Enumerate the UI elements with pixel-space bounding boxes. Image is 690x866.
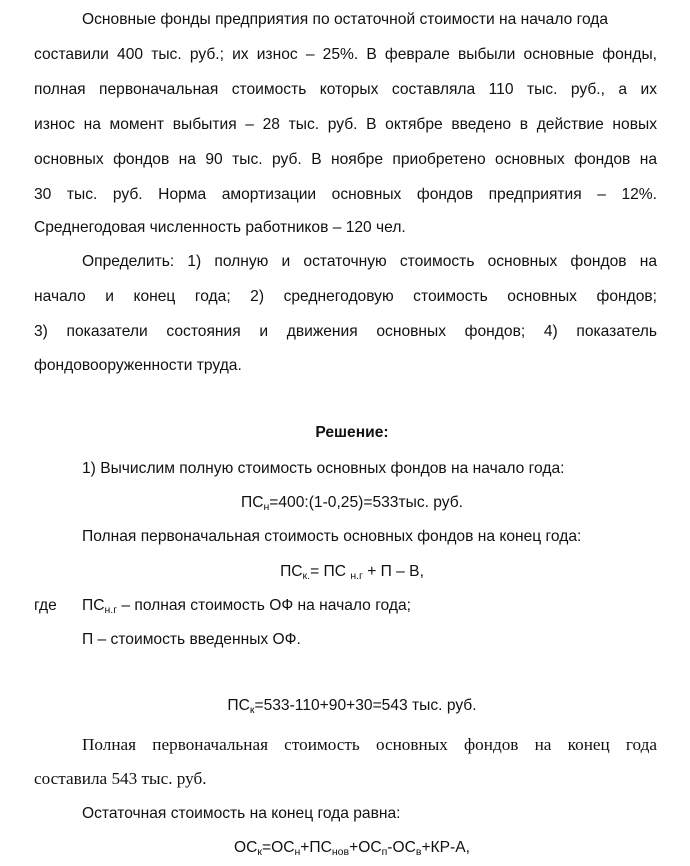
full-end-intro: Полная первоначальная стоимость основных фондов на конец года: [82, 528, 582, 545]
definition-introduced: П – стоимость введенных ОФ. [82, 631, 301, 648]
problem-line-2: составили 400 тыс. руб.; их износ – 25%. В феврале выбыли основные фонды, [34, 46, 657, 63]
task-line-1: Определить: 1) полную и остаточную стоимость основных фондов на [82, 253, 657, 270]
task-line-3: 3) показатели состояния и движения основных фондов; 4) показатель [34, 323, 657, 340]
step-1-text: 1) Вычислим полную стоимость основных фондов на начало года: [82, 460, 565, 477]
problem-line-1: Основные фонды предприятия по остаточной стоимости на начало года [82, 11, 609, 28]
conclusion-line-2: составила 543 тыс. руб. [34, 769, 207, 788]
formula-initial-full-cost: $ПС_н=400:(1-0,25)=533тыс$. руб. [240, 494, 464, 513]
formula-end-full-cost: $ПС_{к.}=$ ПС $_{н.г}$ + П – В, [280, 563, 424, 582]
problem-line-3: полная первоначальная стоимость которых составляла 110 тыс. руб., а их [34, 81, 657, 98]
definition-initial-cost: $ПС_{н.г}$ – полная стоимость ОФ на начало года; [82, 597, 411, 616]
problem-line-7: Среднегодовая численность работников – 120 чел. [34, 219, 406, 236]
residual-intro: Остаточная стоимость на конец года равна: [82, 805, 401, 822]
problem-line-5: основных фондов на 90 тыс. руб. В ноябре приобретено основных фондов на [34, 151, 657, 168]
conclusion-line-1: Полная первоначальная стоимость основных фондов на конец года [82, 735, 657, 754]
formula-residual-end: $ОС_к=ОС_н+ПС_{нов}+ОС_п-ОС_в+КР-А$, [234, 839, 470, 858]
problem-line-6: 30 тыс. руб. Норма амортизации основных фондов предприятия – 12%. [34, 186, 657, 203]
task-line-2: начало и конец года; 2) среднегодовую стоимость основных фондов; [34, 288, 657, 305]
solution-heading: Решение: [315, 424, 389, 441]
formula-end-full-cost-calc: $ПС_к=533-110+90+30=543$ тыс. руб. [227, 697, 477, 716]
where-label: где [34, 597, 57, 614]
task-line-4: фондовооруженности труда. [34, 357, 242, 374]
problem-line-4: износ на момент выбытия – 28 тыс. руб. В октябре введено в действие новых [34, 116, 657, 133]
